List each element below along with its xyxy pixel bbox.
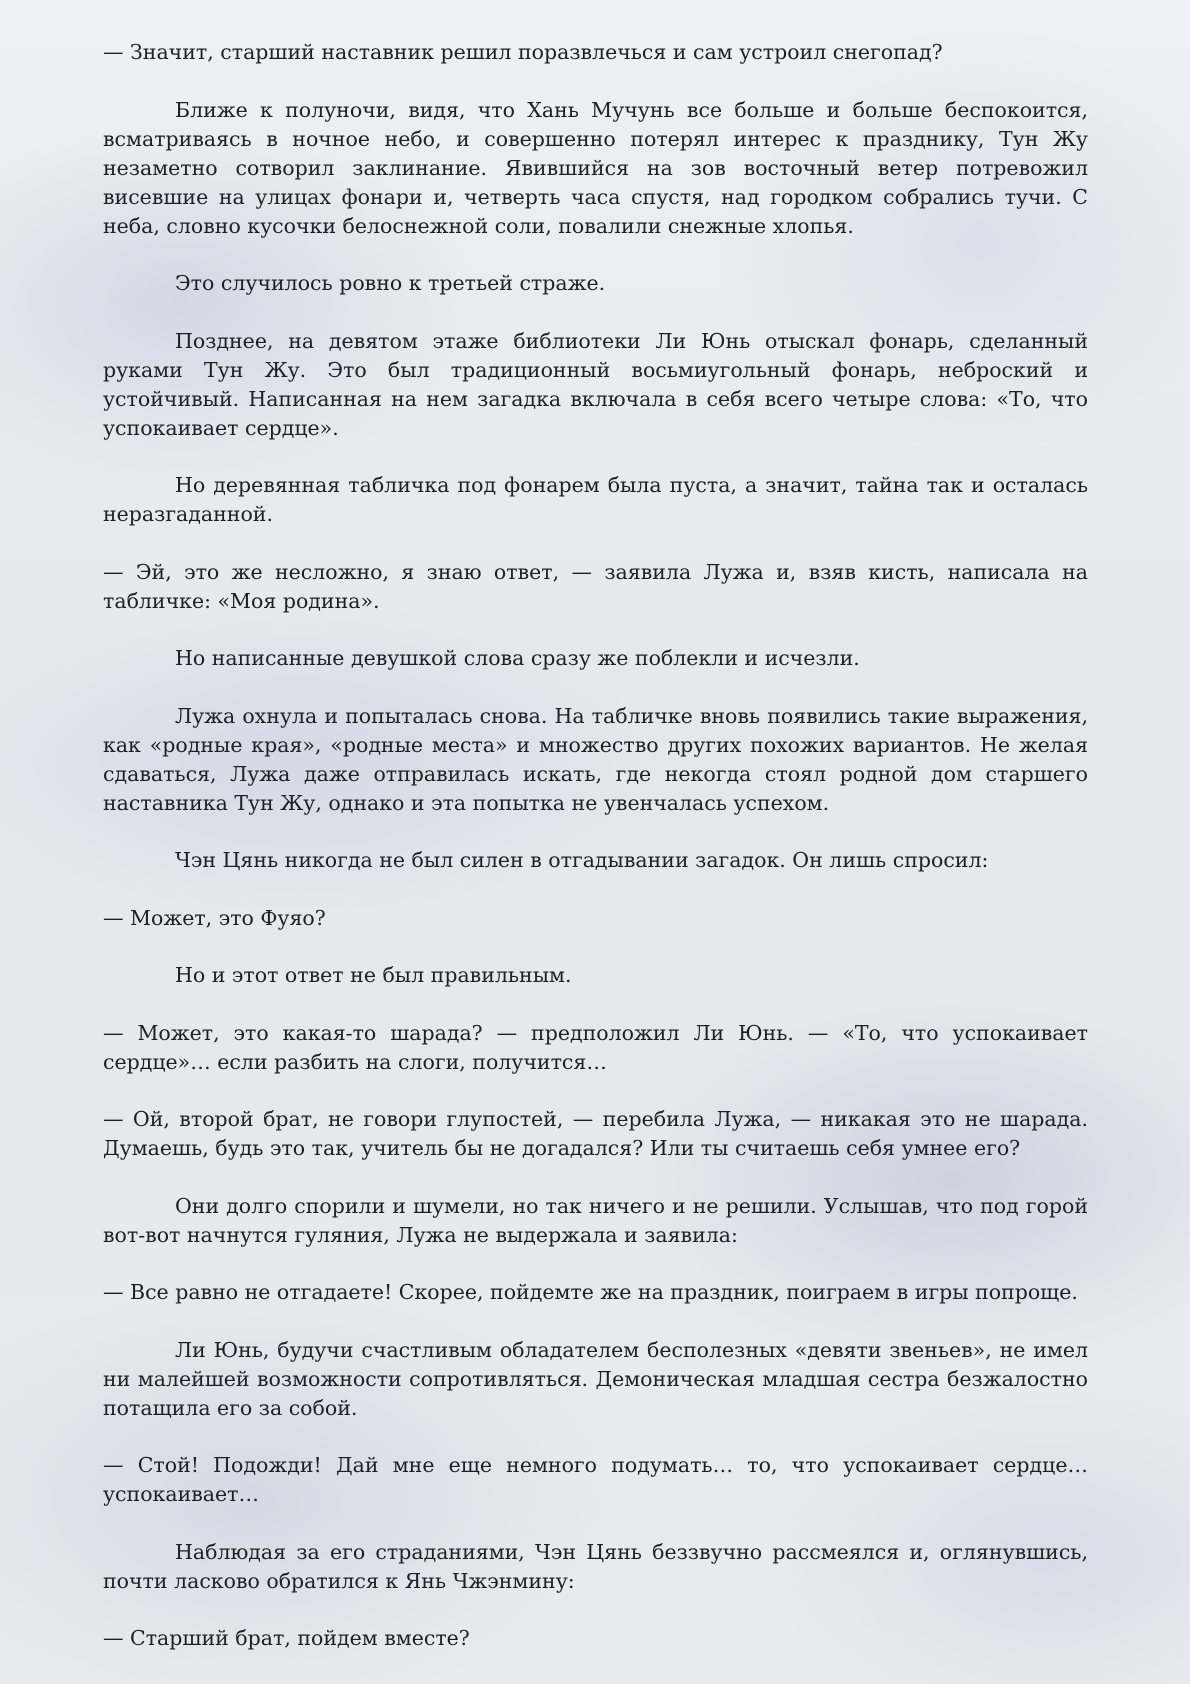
paragraph-16: Ли Юнь, будучи счастливым обладателем бесполезных «девяти звеньев», не имел ни малейшей возможности сопротивляться. Демоническая младшая сестра безжалостно потащила его за собой. xyxy=(103,1337,1088,1420)
paragraph-14: Они долго спорили и шумели, но так ничего и не решили. Услышав, что под горой вот-вот начнутся гуляния, Лужа не выдержала и заявила: xyxy=(103,1193,1088,1247)
paragraph-11: Но и этот ответ не был правильным. xyxy=(175,963,572,987)
paragraph-3: Это случилось ровно к третьей страже. xyxy=(175,271,606,295)
paragraph-10: — Может, это Фуяо? xyxy=(103,905,326,930)
paragraph-18: Наблюдая за его страданиями, Чэн Цянь беззвучно рассмеялся и, оглянувшись, почти ласково обратился к Янь Чжэнмину: xyxy=(103,1539,1088,1593)
paragraph-9: Чэн Цянь никогда не был силен в отгадывании загадок. Он лишь спросил: xyxy=(175,848,989,872)
paragraph-7: Но написанные девушкой слова сразу же поблекли и исчезли. xyxy=(175,646,860,670)
paragraph-17: — Стой! Подожди! Дай мне еще немного подумать… то, что успокаивает сердце… успокаивает… xyxy=(103,1453,1088,1506)
paragraph-12: — Может, это какая-то шарада? — предположил Ли Юнь. — «То, что успокаивает сердце»… если разбить на слоги, получится… xyxy=(103,1020,1088,1074)
paragraph-8: Лужа охнула и попыталась снова. На табличке вновь появились такие выражения, как «родные края», «родные места» и множество других похожих вариантов. Не желая сдаваться, Лужа даже отправилась искать, где некогда стоял родной дом старшего наставника Тун Жу, однако и эта попытка не увенчалась успехом. xyxy=(103,703,1088,815)
paragraph-5: Но деревянная табличка под фонарем была пуста, а значит, тайна так и осталась неразгаданной. xyxy=(103,473,1088,526)
paragraph-15: — Все равно не отгадаете! Скорее, пойдемте же на праздник, поиграем в игры попроще. xyxy=(103,1280,1078,1304)
paragraph-2: Ближе к полуночи, видя, что Хань Мучунь все больше и больше беспокоится, всматриваясь в ночное небо, и совершенно потерял интерес к празднику, Тун Жу незаметно сотворил заклинание. Явившийся на зов восточный ветер потревожил висевшие на улицах фонари и, четверть часа спустя, над городком собрались тучи. С неба, словно кусочки белоснежной соли, повалили снежные хлопья. xyxy=(103,97,1088,238)
paragraph-13: — Ой, второй брат, не говори глупостей, — перебила Лужа, — никакая это не шарада. Думаешь, будь это так, учитель бы не догадался? Или ты считаешь себя умнее его? xyxy=(103,1107,1088,1160)
document-body xyxy=(103,38,1088,1682)
paragraph-4: Позднее, на девятом этаже библиотеки Ли Юнь отыскал фонарь, сделанный руками Тун Жу. Это был традиционный восьмиугольный фонарь, неброский и устойчивый. Написанная на нем загадка включала в себя всего четыре слова: «То, что успокаивает сердце». xyxy=(103,328,1088,440)
paragraph-1: — Значит, старший наставник решил поразвлечься и сам устроил снегопад? xyxy=(103,40,943,64)
paragraph-6: — Эй, это же несложно, я знаю ответ, — заявила Лужа и, взяв кисть, написала на табличке: «Моя родина». xyxy=(103,559,1088,613)
paragraph-19: — Старший брат, пойдем вместе? xyxy=(103,1626,470,1650)
